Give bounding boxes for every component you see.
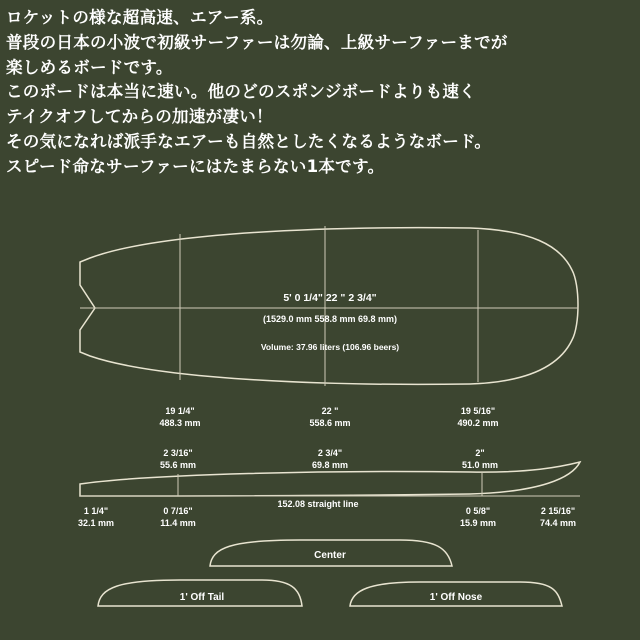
tail-1ft-rocker-mm: 11.4 mm <box>160 518 196 528</box>
off-nose-section-label: 1' Off Nose <box>429 592 483 603</box>
center-section-label: Center <box>314 550 346 561</box>
description-line: 楽しめるボードです。 <box>6 57 173 77</box>
tail-1ft-rocker-inch: 0 7/16" <box>163 506 193 516</box>
nose-thickness-mm: 51.0 mm <box>461 460 499 470</box>
description-line: このボードは本当に速い。他のどのスポンジボードよりも速く <box>6 82 476 102</box>
nose-1ft-rocker-mm: 15.9 mm <box>459 518 497 528</box>
tail-width-mm: 488.3 mm <box>159 418 201 428</box>
nose-rocker-mm: 74.4 mm <box>539 518 577 528</box>
outline-volume: Volume: 37.96 liters (106.96 beers) <box>260 342 400 352</box>
nose-thickness-inch: 2" <box>475 448 485 458</box>
description-line: スピード命なサーファーにはたまらない1本です。 <box>6 156 385 176</box>
tail-thickness-inch: 2 3/16" <box>163 448 193 458</box>
center-thickness-inch: 2 3/4" <box>317 448 343 458</box>
outline-dims-imperial: 5' 0 1/4" 22 " 2 3/4" <box>283 292 377 304</box>
tail-rocker-mm: 32.1 mm <box>77 518 115 528</box>
nose-width-mm: 490.2 mm <box>457 418 499 428</box>
tail-width-inch: 19 1/4" <box>165 406 195 416</box>
tail-thickness-mm: 55.6 mm <box>159 460 197 470</box>
description-line: テイクオフしてからの加速が凄い！ <box>6 107 273 127</box>
center-width-mm: 558.6 mm <box>309 418 351 428</box>
outline-dims-metric: (1529.0 mm 558.8 mm 69.8 mm) <box>262 314 398 324</box>
board-outline <box>80 226 578 386</box>
center-width-inch: 22 " <box>321 406 339 416</box>
nose-rocker-inch: 2 15/16" <box>540 506 576 516</box>
center-thickness-mm: 69.8 mm <box>311 460 349 470</box>
description-line: 普段の日本の小波で初級サーファーは勿論、上級サーファーまでが <box>6 32 508 52</box>
description-line: その気になれば派手なエアーも自然としたくなるようなボード。 <box>6 131 492 151</box>
nose-1ft-rocker-inch: 0 5/8" <box>465 506 491 516</box>
off-tail-section-label: 1' Off Tail <box>179 592 225 603</box>
description-line: ロケットの様な超高速、エアー系。 <box>6 8 274 27</box>
straight-line-label: 152.08 straight line <box>277 499 359 509</box>
tail-rocker-inch: 1 1/4" <box>83 506 109 516</box>
nose-width-inch: 19 5/16" <box>460 406 496 416</box>
